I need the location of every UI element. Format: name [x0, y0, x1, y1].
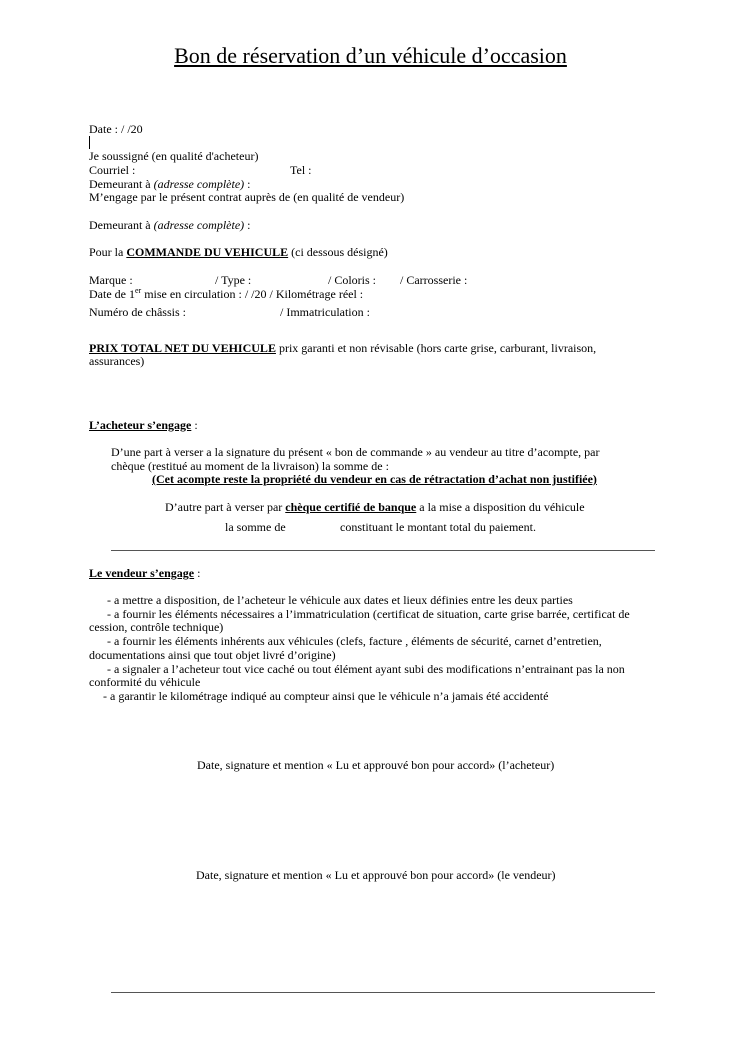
seller-item-4: - a signaler a l’acheteur tout vice caché ou tout élément ayant subi des modifications n’entrainant pas la non [107, 662, 625, 676]
total-price-line: PRIX TOTAL NET DU VEHICULE prix garanti et non révisable (hors carte grise, carburant, livraison, [89, 341, 597, 355]
seller-item-3-cont: documentations ainsi que tout objet livré d’origine) [89, 648, 336, 662]
document-title: Bon de réservation d’un véhicule d’occasion [174, 43, 567, 68]
total-payment-label: constituant le montant total du paiement. [340, 520, 536, 534]
section-divider [111, 550, 655, 551]
plate-field: / Immatriculation : [280, 305, 370, 319]
phone-field: Tel : [290, 163, 312, 177]
type-field: / Type : [215, 273, 252, 287]
seller-statement: M’engage par le présent contrat auprès de (en qualité de vendeur) [89, 190, 405, 204]
buyer-statement: Je soussigné (en qualité d'acheteur) [89, 149, 259, 163]
email-field: Courriel : [89, 163, 136, 177]
buyer-commitments-heading: L’acheteur s’engage : [89, 418, 198, 432]
total-price-line-2: assurances) [89, 354, 145, 368]
seller-item-5: - a garantir le kilométrage indiqué au compteur ainsi que le véhicule n’a jamais été accidenté [103, 689, 549, 703]
chassis-field: Numéro de châssis : [89, 305, 186, 319]
brand-field: Marque : [89, 273, 133, 287]
deposit-note: (Cet acompte reste la propriété du vendeur en cas de rétractation d’achat non justifiée) [152, 472, 597, 486]
seller-item-4-cont: conformité du véhicule [89, 675, 201, 689]
buyer-address-field: Demeurant à (adresse complète) : [89, 177, 251, 191]
seller-signature-line: Date, signature et mention « Lu et approuvé bon pour accord» (le vendeur) [196, 868, 556, 882]
date-field: Date : / /20 [89, 122, 143, 136]
buyer-deposit-line-2: chèque (restitué au moment de la livraison) la somme de : [111, 459, 389, 473]
footer-divider [111, 992, 655, 993]
seller-item-3: - a fournir les éléments inhérents aux véhicules (clefs, facture , éléments de sécurité, carnet d’entretien, [107, 634, 602, 648]
seller-item-2: - a fournir les éléments nécessaires a l’immatriculation (certificat de situation, carte grise barrée, certificat de [107, 607, 630, 621]
text-cursor [89, 136, 90, 149]
buyer-signature-line: Date, signature et mention « Lu et approuvé bon pour accord» (l’acheteur) [197, 758, 555, 772]
registration-date-field: Date de 1er mise en circulation : / /20 / Kilométrage réel : [89, 286, 364, 301]
buyer-balance-line: D’autre part à verser par chèque certifié de banque a la mise a disposition du véhicule [165, 500, 585, 514]
buyer-deposit-line-1: D’une part à verser a la signature du présent « bon de commande » au vendeur au titre d’acompte, par [111, 445, 600, 459]
seller-item-2-cont: cession, contrôle technique) [89, 620, 224, 634]
seller-item-1: - a mettre a disposition, de l’acheteur le véhicule aux dates et lieux définies entre les deux parties [107, 593, 573, 607]
seller-address-field: Demeurant à (adresse complète) : [89, 218, 251, 232]
seller-commitments-heading: Le vendeur s’engage : [89, 566, 201, 580]
amount-label: la somme de [225, 520, 286, 534]
body-field: / Carrosserie : [400, 273, 468, 287]
order-line: Pour la COMMANDE DU VEHICULE (ci dessous désigné) [89, 245, 388, 259]
color-field: / Coloris : [328, 273, 377, 287]
